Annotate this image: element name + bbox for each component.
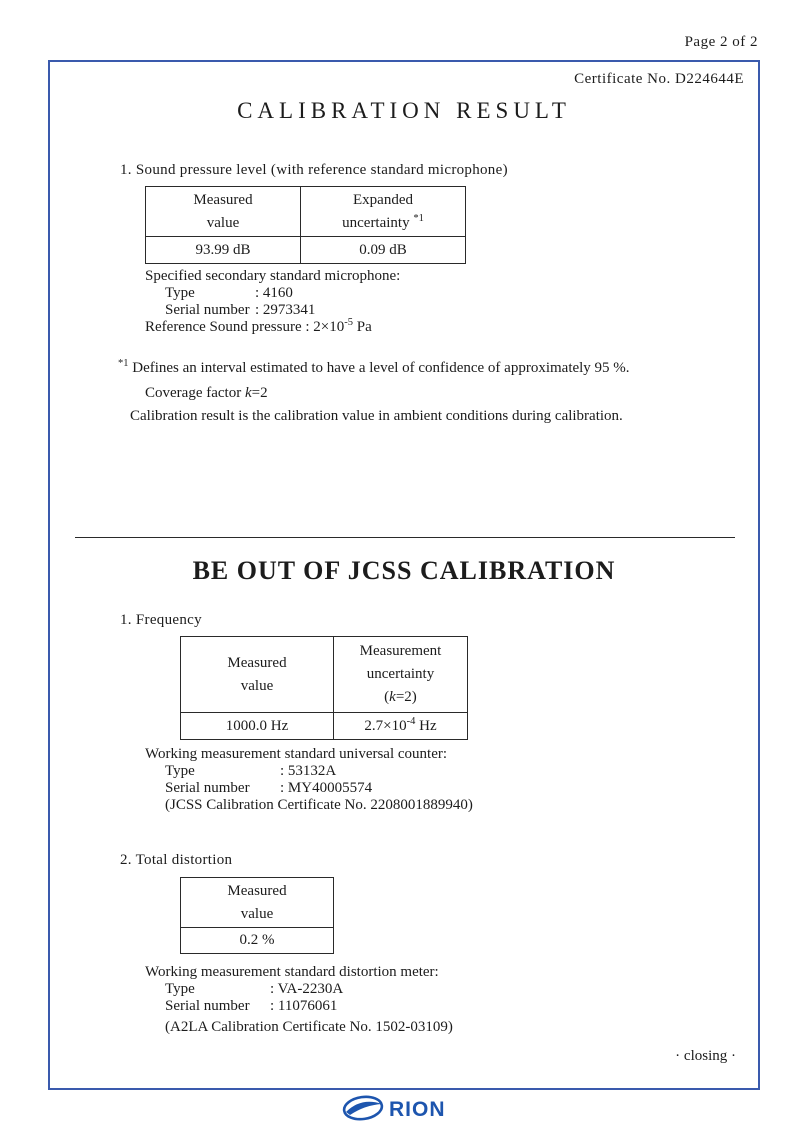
rion-logo-graphic [341,1092,461,1124]
footnote-text: Defines an interval estimated to have a level of confidence of approximately 95 %. [132,360,630,376]
header-line: Expanded [353,191,413,208]
footnote-marker: *1 [413,212,424,224]
sound-pressure-table [145,186,466,264]
reference-sound-pressure [145,319,758,336]
uncertainty-value-cell: 0.09 dB [301,237,466,264]
type-value: : VA-2230A [270,981,344,997]
type-value: : 53132A [280,763,337,779]
distortion-heading: 2. Total distortion [120,852,233,868]
meter-type-row [165,981,758,998]
microphone-heading: Specified secondary standard microphone: [145,268,401,284]
measured-value-header [146,187,301,237]
header-line: value [206,214,240,231]
counter-certificate: (JCSS Calibration Certificate No. 2208001889940) [165,797,473,813]
k-symbol: k [389,689,396,705]
header-line [307,212,459,235]
meter-certificate: (A2LA Calibration Certificate No. 1502-03109) [165,1019,453,1035]
table-value-row [181,713,468,740]
type-label: Type [165,981,195,997]
microphone-serial-row [165,302,758,319]
type-label: Type [165,285,195,301]
serial-label: Serial number [165,780,250,796]
ambient-conditions-note: Calibration result is the calibration value in ambient conditions during calibration. [130,408,623,424]
section-divider [75,537,735,538]
footnote-1 [118,360,758,377]
table-value-row [181,928,334,954]
value-unit: Hz [415,717,437,734]
header-text: ( [384,689,390,705]
counter-type-row [165,763,758,780]
measured-value-cell: 0.2 % [181,928,334,954]
rion-logo [341,1092,461,1129]
meter-heading: Working measurement standard distortion meter: [145,964,439,980]
header-line: Measured [227,654,287,671]
exponent: -4 [406,715,416,727]
document-border-frame [48,60,760,1090]
uncertainty-value-cell [334,713,468,740]
ref-pressure-unit: Pa [352,319,372,335]
table-header-row [181,637,468,713]
header-line: Measured [193,191,253,208]
measured-value-cell: 93.99 dB [146,237,301,264]
header-line: Measured [227,882,287,899]
table-header-row [146,187,466,237]
ref-pressure-text: Reference Sound pressure : 2×10 [145,319,345,335]
frequency-table [180,636,468,740]
header-line: value [240,677,274,694]
type-value: : 4160 [255,285,293,301]
table-value-row [146,237,466,264]
k-symbol: k [244,385,252,401]
exponent: -5 [344,317,353,328]
header-line: Measurement [359,643,442,659]
serial-value: : MY40005574 [280,780,373,796]
measured-value-header [181,878,334,928]
note-text: Coverage factor [145,385,245,401]
page-number: Page 2 of 2 [684,34,758,50]
certificate-number: Certificate No. D224644E [574,71,744,87]
serial-label: Serial number [165,998,250,1014]
coverage-factor-note [145,385,758,402]
measured-value-cell: 1000.0 Hz [181,713,334,740]
sound-pressure-heading: 1. Sound pressure level (with reference standard microphone) [120,162,508,178]
expanded-uncertainty-header [301,187,466,237]
footnote-marker: *1 [118,358,129,369]
header-text: uncertainty [342,214,414,231]
measurement-uncertainty-header [334,637,468,713]
header-text: =2) [395,689,417,705]
measured-value-header [181,637,334,713]
calibration-result-title: CALIBRATION RESULT [237,98,571,123]
header-line [340,686,461,709]
distortion-table [180,877,334,954]
counter-heading: Working measurement standard universal counter: [145,746,448,762]
header-line: uncertainty [366,666,435,682]
note-text: =2 [251,385,268,401]
serial-value: : 2973341 [255,302,316,318]
value-text: 2.7×10 [364,717,407,734]
type-label: Type [165,763,195,779]
jcss-title: BE OUT OF JCSS CALIBRATION [192,556,616,585]
rion-logo-text: RION [389,1098,446,1121]
header-line: value [240,905,274,922]
counter-serial-row [165,780,758,797]
frequency-heading: 1. Frequency [120,612,202,628]
serial-label: Serial number [165,302,250,318]
closing-mark: · closing · [675,1048,736,1064]
meter-serial-row [165,998,758,1015]
microphone-type-row [165,285,758,302]
serial-value: : 11076061 [270,998,338,1014]
table-header-row [181,878,334,928]
